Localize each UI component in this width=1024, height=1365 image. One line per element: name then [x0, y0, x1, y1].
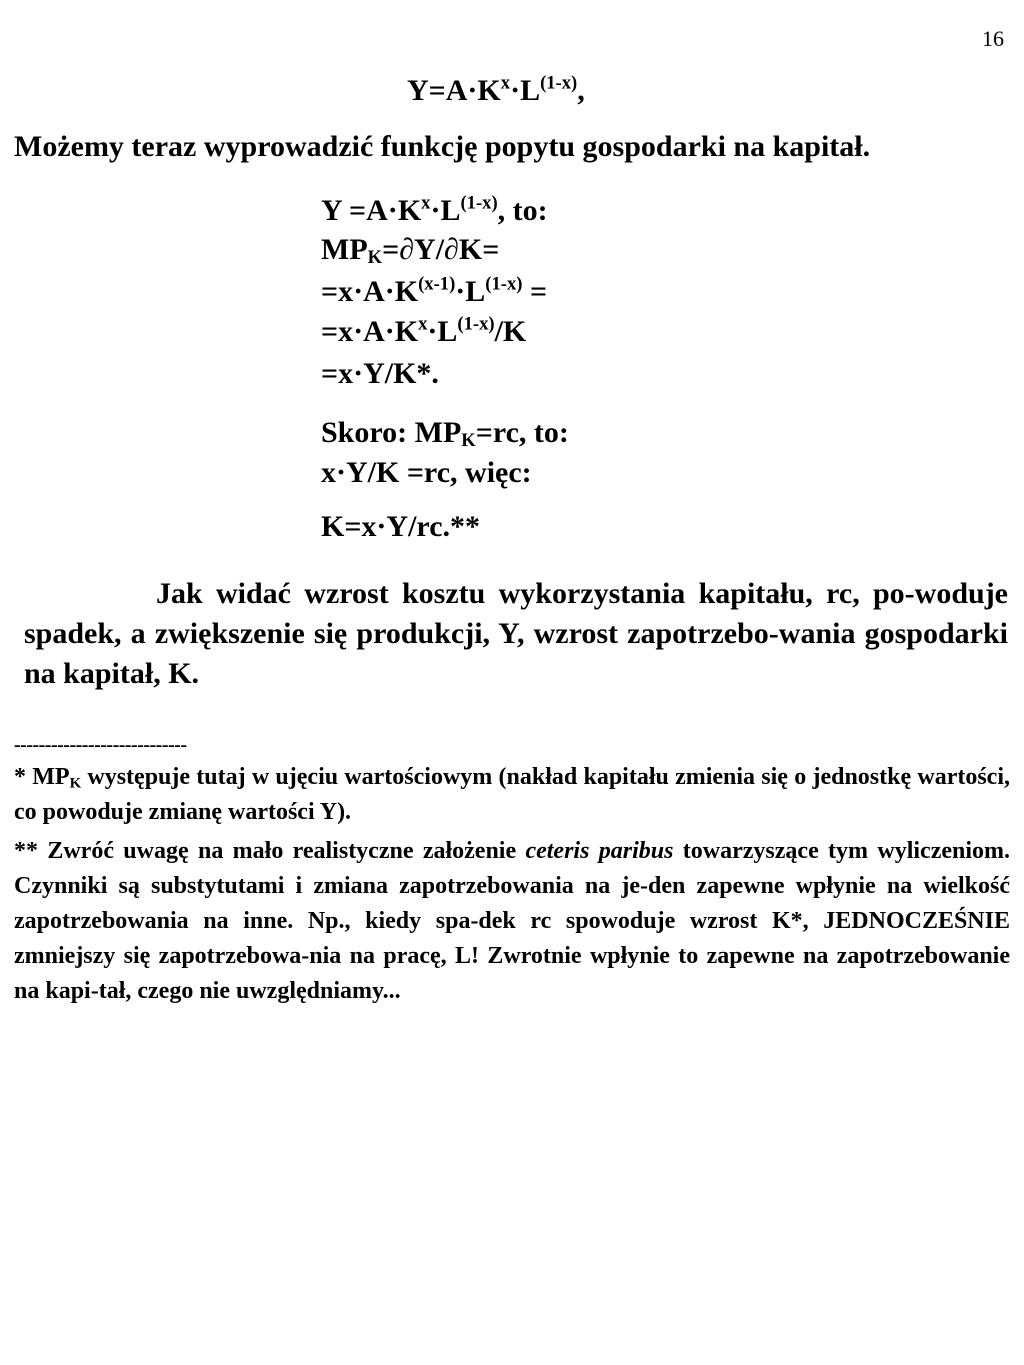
page-number: 16 [982, 26, 1004, 51]
derivation-line-8: K=x·Y/rc.** [321, 510, 481, 543]
exponent: x [421, 192, 431, 214]
footnote-text: towarzyszące tym wyliczeniom. Czynniki są substytutami i zmiana zapotrzebowania na je-den zapewne wpłynie na wielkość zapotrzebowania na inne. Np., kiedy spa-dek rc spowoduje wzrost K*, JEDNOCZEŚNIE zmniejszy się zapotrzebowa-nia na pracę, L! Zwrotnie wpłynie to zapewne na zapotrzebowanie na kapi-tał, czego nie uwzględniamy... [14, 838, 1011, 1004]
derivation-line-7: x·Y/K =rc, więc: [321, 456, 532, 489]
production-function-formula [407, 74, 585, 108]
formula-part: , to: [497, 194, 548, 227]
footnote-1 [14, 760, 1010, 830]
footnote-text: * MP [14, 764, 70, 790]
formula-part: Y=A·K [407, 74, 501, 107]
exponent: x [418, 313, 428, 335]
formula-part: , [577, 74, 585, 107]
exponent: (1-x) [457, 313, 495, 335]
formula-part: ·L [510, 74, 541, 107]
exponent: (1-x) [540, 72, 578, 94]
formula-part: MP [321, 233, 368, 266]
exponent: (x-1) [418, 273, 456, 295]
derivation-line-5: =x·Y/K*. [321, 357, 439, 390]
derivation-line-1 [321, 194, 548, 228]
subscript: K [367, 247, 383, 269]
exponent: (1-x) [485, 273, 523, 295]
formula-part: =x·A·K [321, 315, 419, 348]
exponent: x [500, 72, 511, 94]
formula-part: ·L [430, 194, 461, 227]
exponent: (1-x) [460, 192, 498, 214]
derivation-line-4 [321, 315, 526, 349]
formula-part: ·L [455, 275, 486, 308]
footnote-separator: ---------------------------- [14, 734, 187, 756]
formula-part: Skoro: MP [321, 416, 462, 449]
conclusion-text: Jak widać wzrost kosztu wykorzystania kapitału, rc, po-woduje spadek, a zwiększenie się produkcji, Y, wzrost zapotrzebo-wania gospodarki na kapitał, K. [24, 577, 1008, 690]
derivation-line-3 [321, 275, 547, 309]
formula-part: = [522, 275, 548, 308]
subscript: K [69, 775, 82, 792]
footnote-text: występuje tutaj w ujęciu wartościowym (nakład kapitału zmienia się o jednostkę wartości, co powoduje zmianę wartości Y). [14, 764, 1010, 825]
intro-sentence: Możemy teraz wyprowadzić funkcję popytu gospodarki na kapitał. [14, 130, 871, 163]
derivation-line-2 [321, 233, 499, 267]
derivation-line-6 [321, 416, 569, 450]
footnote-text: ** Zwróć uwagę na mało realistyczne założenie [14, 838, 526, 864]
formula-part: Y =A·K [321, 194, 422, 227]
formula-part: ·L [427, 315, 458, 348]
italic-term: ceteris paribus [525, 838, 674, 864]
formula-part: =∂Y/∂K= [382, 233, 500, 266]
conclusion-paragraph [24, 574, 1008, 694]
footnote-2 [14, 834, 1010, 1009]
formula-part: /K [494, 315, 527, 348]
formula-part: =x·A·K [321, 275, 419, 308]
formula-part: =rc, to: [475, 416, 569, 449]
subscript: K [461, 430, 476, 452]
